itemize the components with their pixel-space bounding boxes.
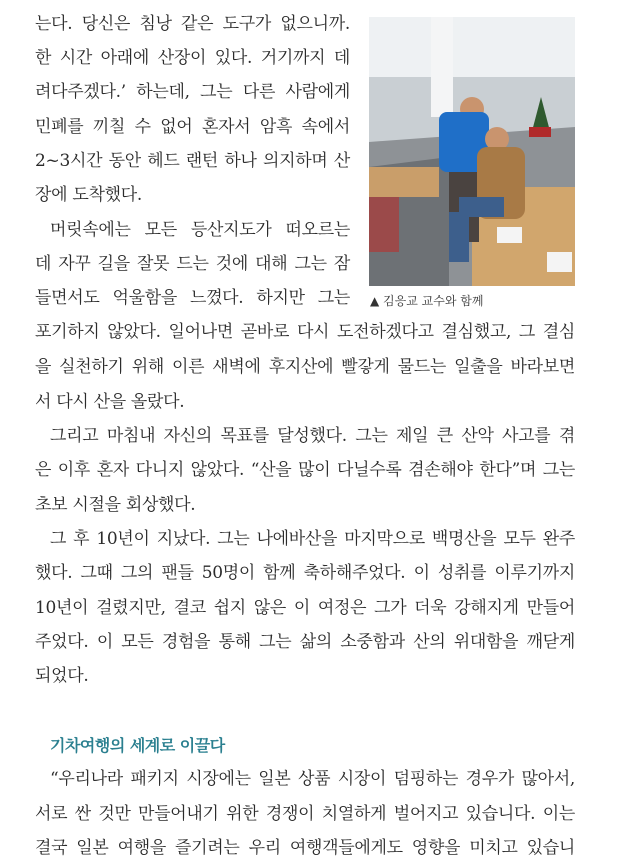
- photo-caption: ▲ 김응교 교수와 함께: [370, 294, 484, 308]
- body-line: 서로 싼 것만 만들어내기 위한 경쟁이 치열하게 벌어지고 있습니다. 이는: [35, 804, 575, 824]
- body-line: 민폐를 끼칠 수 없어 혼자서 암흑 속에서: [35, 117, 350, 137]
- body-line: 2~3시간 동안 헤드 랜턴 하나 의지하며 산: [35, 151, 350, 171]
- body-line: 장에 도착했다.: [35, 185, 142, 205]
- body-line: 서 다시 산을 올랐다.: [35, 392, 185, 412]
- body-line: 은 이후 혼자 다니지 않았다. “산을 많이 다닐수록 겸손해야 한다”며 그는: [35, 460, 575, 480]
- section-heading: 기차여행의 세계로 이끌다: [50, 736, 225, 755]
- body-line: 10년이 걸렸지만, 결코 쉽지 않은 이 여정은 그가 더욱 강해지게 만들어: [35, 598, 575, 618]
- body-line: 한 시간 아래에 산장이 있다. 거기까지 데: [35, 48, 350, 68]
- body-line: 초보 시절을 회상했다.: [35, 495, 196, 515]
- body-line: 들면서도 억울함을 느꼈다. 하지만 그는: [35, 288, 350, 308]
- photo-two-men-in-station-hall: [369, 17, 575, 286]
- body-line: 되었다.: [35, 666, 89, 686]
- body-line: 그 후 10년이 지났다. 그는 나에바산을 마지막으로 백명산을 모두 완주: [50, 529, 575, 549]
- body-line: 포기하지 않았다. 일어나면 곧바로 다시 도전하겠다고 결심했고, 그 결심: [35, 322, 575, 342]
- body-line: 결국 일본 여행을 즐기려는 우리 여행객들에게도 영향을 미치고 있습니: [35, 838, 575, 858]
- body-line: “우리나라 패키지 시장에는 일본 상품 시장이 덤핑하는 경우가 많아서,: [50, 769, 575, 789]
- body-line: 머릿속에는 모든 등산지도가 떠오르는: [50, 220, 350, 240]
- photo-illustration: [369, 17, 575, 286]
- body-line: 그리고 마침내 자신의 목표를 달성했다. 그는 제일 큰 산악 사고를 겪: [50, 426, 575, 446]
- body-line: 을 실천하기 위해 이른 새벽에 후지산에 빨갛게 물드는 일출을 바라보면: [35, 357, 575, 377]
- body-line: 는다. 당신은 침낭 같은 도구가 없으니까.: [35, 14, 350, 34]
- body-line: 려다주겠다.’ 하는데, 그는 다른 사람에게: [35, 82, 350, 102]
- body-line: 데 자꾸 길을 잘못 드는 것에 대해 그는 잠: [35, 254, 350, 274]
- body-line: 주었다. 이 모든 경험을 통해 그는 삶의 소중함과 산의 위대함을 깨닫게: [35, 632, 575, 652]
- body-line: 했다. 그때 그의 팬들 50명이 함께 축하해주었다. 이 성취를 이루기까지: [35, 563, 575, 583]
